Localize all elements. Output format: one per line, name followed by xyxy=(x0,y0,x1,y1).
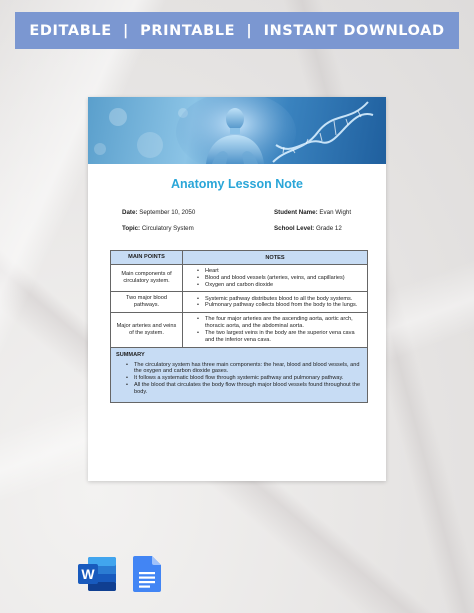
note-item: • Systemic pathway distributes blood to all the body systems. xyxy=(197,296,363,303)
google-docs-icon[interactable] xyxy=(133,556,161,592)
student-label: Student Name: xyxy=(274,209,318,216)
date-value: September 10, 2050 xyxy=(139,209,196,216)
feature-banner xyxy=(15,12,459,49)
hero-image xyxy=(88,97,386,164)
topic-value: Circulatory System xyxy=(141,225,194,232)
summary-item: • The circulatory system has three main components: the hear, blood and blood vessels, and the oxygen and carbon dioxide gases. xyxy=(126,362,362,376)
table-row xyxy=(111,265,368,292)
notes-cell xyxy=(183,313,368,347)
summary-cell xyxy=(111,347,368,402)
notes-cell xyxy=(183,265,368,292)
header-main-points: MAIN POINTS xyxy=(111,251,183,265)
microsoft-word-icon[interactable] xyxy=(78,557,116,591)
main-point: Two major blood pathways. xyxy=(111,292,183,313)
table-row xyxy=(111,313,368,347)
student-value: Evan Wight xyxy=(319,209,352,216)
banner-text: EDITABLE | PRINTABLE | INSTANT DOWNLOAD xyxy=(29,22,445,39)
level-value: Grade 12 xyxy=(315,225,342,232)
summary-label: SUMMARY xyxy=(116,351,145,358)
note-item: • Oxygen and carbon dioxide xyxy=(197,282,363,289)
summary-item: • All the blood that circulates the body flow through major blood vessels found throughout the body. xyxy=(126,382,362,396)
notes-cell xyxy=(183,292,368,313)
date-label: Date: xyxy=(122,209,138,216)
topic-label: Topic: xyxy=(122,225,141,232)
student-field xyxy=(274,209,351,216)
note-item: • Pulmonary pathway collects blood from the body to the lungs. xyxy=(197,302,363,309)
document-title: Anatomy Lesson Note xyxy=(171,177,303,191)
header-notes: NOTES xyxy=(183,251,368,265)
note-item: • Heart xyxy=(197,268,363,275)
school-level-field xyxy=(274,225,342,232)
svg-text:W: W xyxy=(81,566,95,582)
summary-row xyxy=(111,347,368,402)
main-point: Major arteries and veins of the system. xyxy=(111,313,183,347)
level-label: School Level: xyxy=(274,225,315,232)
note-item: • The two largest veins in the body are the superior vena cava and the inferior vena cava. xyxy=(197,330,363,344)
note-item: • The four major arteries are the ascending aorta, aortic arch, thoracic aorta, and the abdominal aorta. xyxy=(197,316,363,330)
main-point: Main components of circulatory system. xyxy=(111,265,183,292)
anatomy-dna-illustration xyxy=(88,97,386,164)
topic-field xyxy=(122,225,194,232)
summary-item: • It follows a systematic blood flow through systemic pathway and pulmonary pathway. xyxy=(126,375,362,382)
document-preview xyxy=(88,97,386,481)
lesson-table xyxy=(110,250,368,403)
note-item: • Blood and blood vessels (arteries, veins, and capillaries) xyxy=(197,275,363,282)
date-field xyxy=(122,209,195,216)
table-header-row xyxy=(111,251,368,265)
table-row xyxy=(111,292,368,313)
